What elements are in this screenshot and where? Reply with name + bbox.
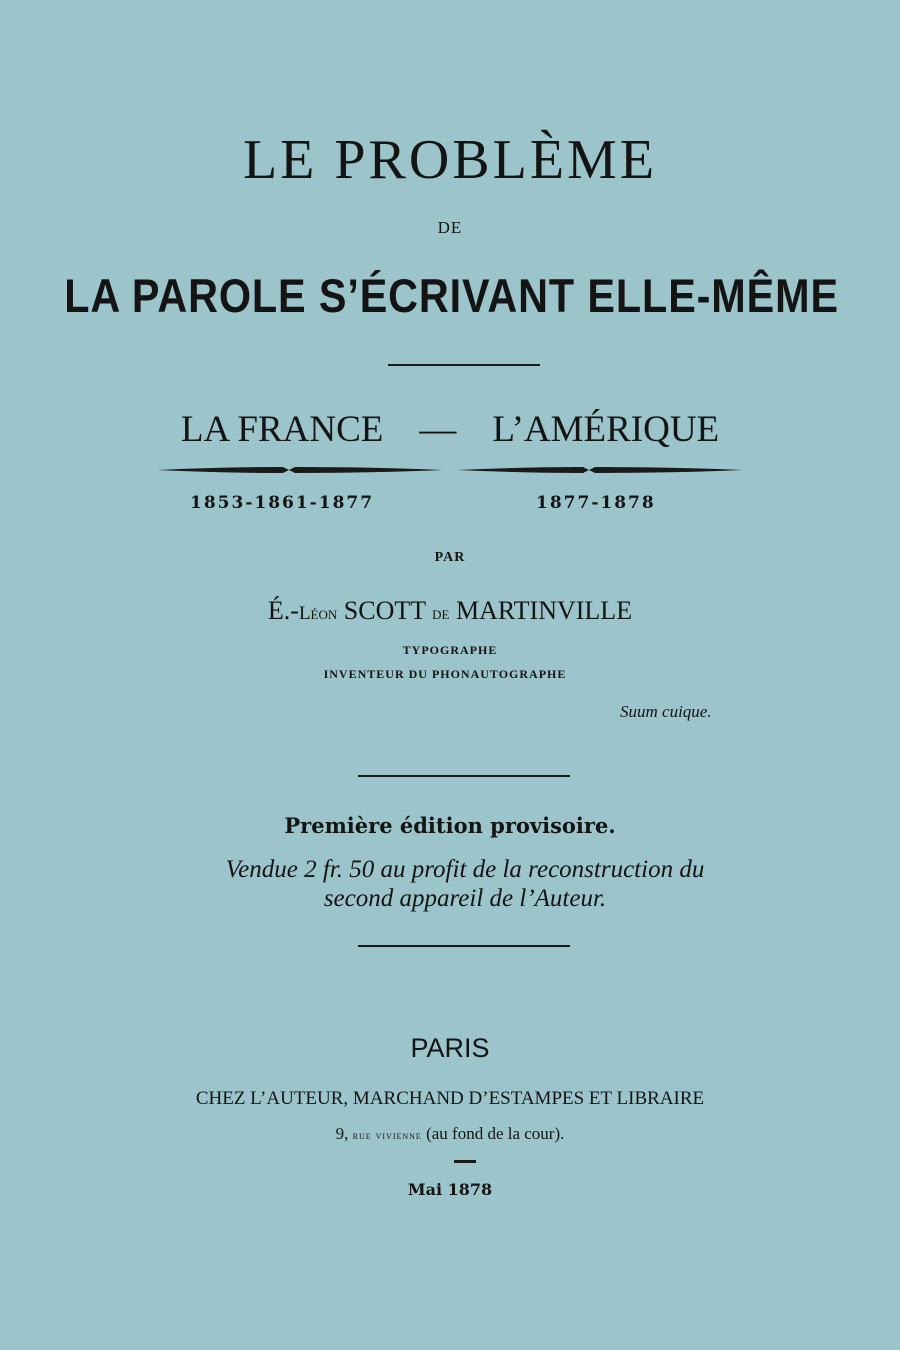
subtitle-left: LA FRANCE xyxy=(180,409,384,450)
years-right: 1877-1878 xyxy=(536,493,656,513)
sale-note-line-2: second appareil de l’Auteur. xyxy=(323,885,607,912)
by-label: PAR xyxy=(434,550,466,565)
author-first-name: Léon xyxy=(298,603,338,624)
sale-note-line-1: Vendue 2 fr. 50 au profit de la reconstruction du xyxy=(225,856,705,883)
imprint-city: PARIS xyxy=(410,1033,490,1063)
title-line-2: DE xyxy=(437,218,463,237)
subtitle-right: L’AMÉRIQUE xyxy=(492,409,720,450)
divider-rule-3 xyxy=(358,945,570,947)
divider-rule-2 xyxy=(358,775,570,777)
subtitle-separator: — xyxy=(419,409,457,450)
imprint-address xyxy=(0,1124,900,1144)
author-name xyxy=(0,596,900,626)
author-role-2: INVENTEUR DU PHONAUTOGRAPHE xyxy=(323,667,567,681)
ornamental-rule-left xyxy=(155,458,445,482)
subtitle xyxy=(0,408,900,451)
ornamental-rule-right xyxy=(455,458,745,482)
address-street: rue vivienne xyxy=(352,1128,422,1142)
motto: Suum cuique. xyxy=(620,702,712,721)
imprint-date: Mai 1878 xyxy=(407,1180,493,1199)
author-last-name: SCOTT xyxy=(343,596,426,625)
title-line-3: LA PAROLE S’ÉCRIVANT ELLE-MÊME xyxy=(64,269,839,322)
title-line-1: LE PROBLÈME xyxy=(242,129,658,191)
divider-rule-4 xyxy=(454,1160,476,1163)
imprint-publisher: CHEZ L’AUTEUR, MARCHAND D’ESTAMPES ET LIBRAIRE xyxy=(195,1088,705,1109)
author-particle: de xyxy=(432,603,450,624)
address-number: 9, xyxy=(335,1124,349,1143)
author-place: MARTINVILLE xyxy=(456,596,633,625)
author-initial: É.- xyxy=(267,596,299,625)
divider-rule-1 xyxy=(388,364,540,366)
address-note: (au fond de la cour). xyxy=(426,1124,565,1143)
edition-title: Première édition provisoire. xyxy=(284,813,616,838)
author-role-1: TYPOGRAPHE xyxy=(402,643,498,657)
years-left: 1853-1861-1877 xyxy=(190,493,375,513)
